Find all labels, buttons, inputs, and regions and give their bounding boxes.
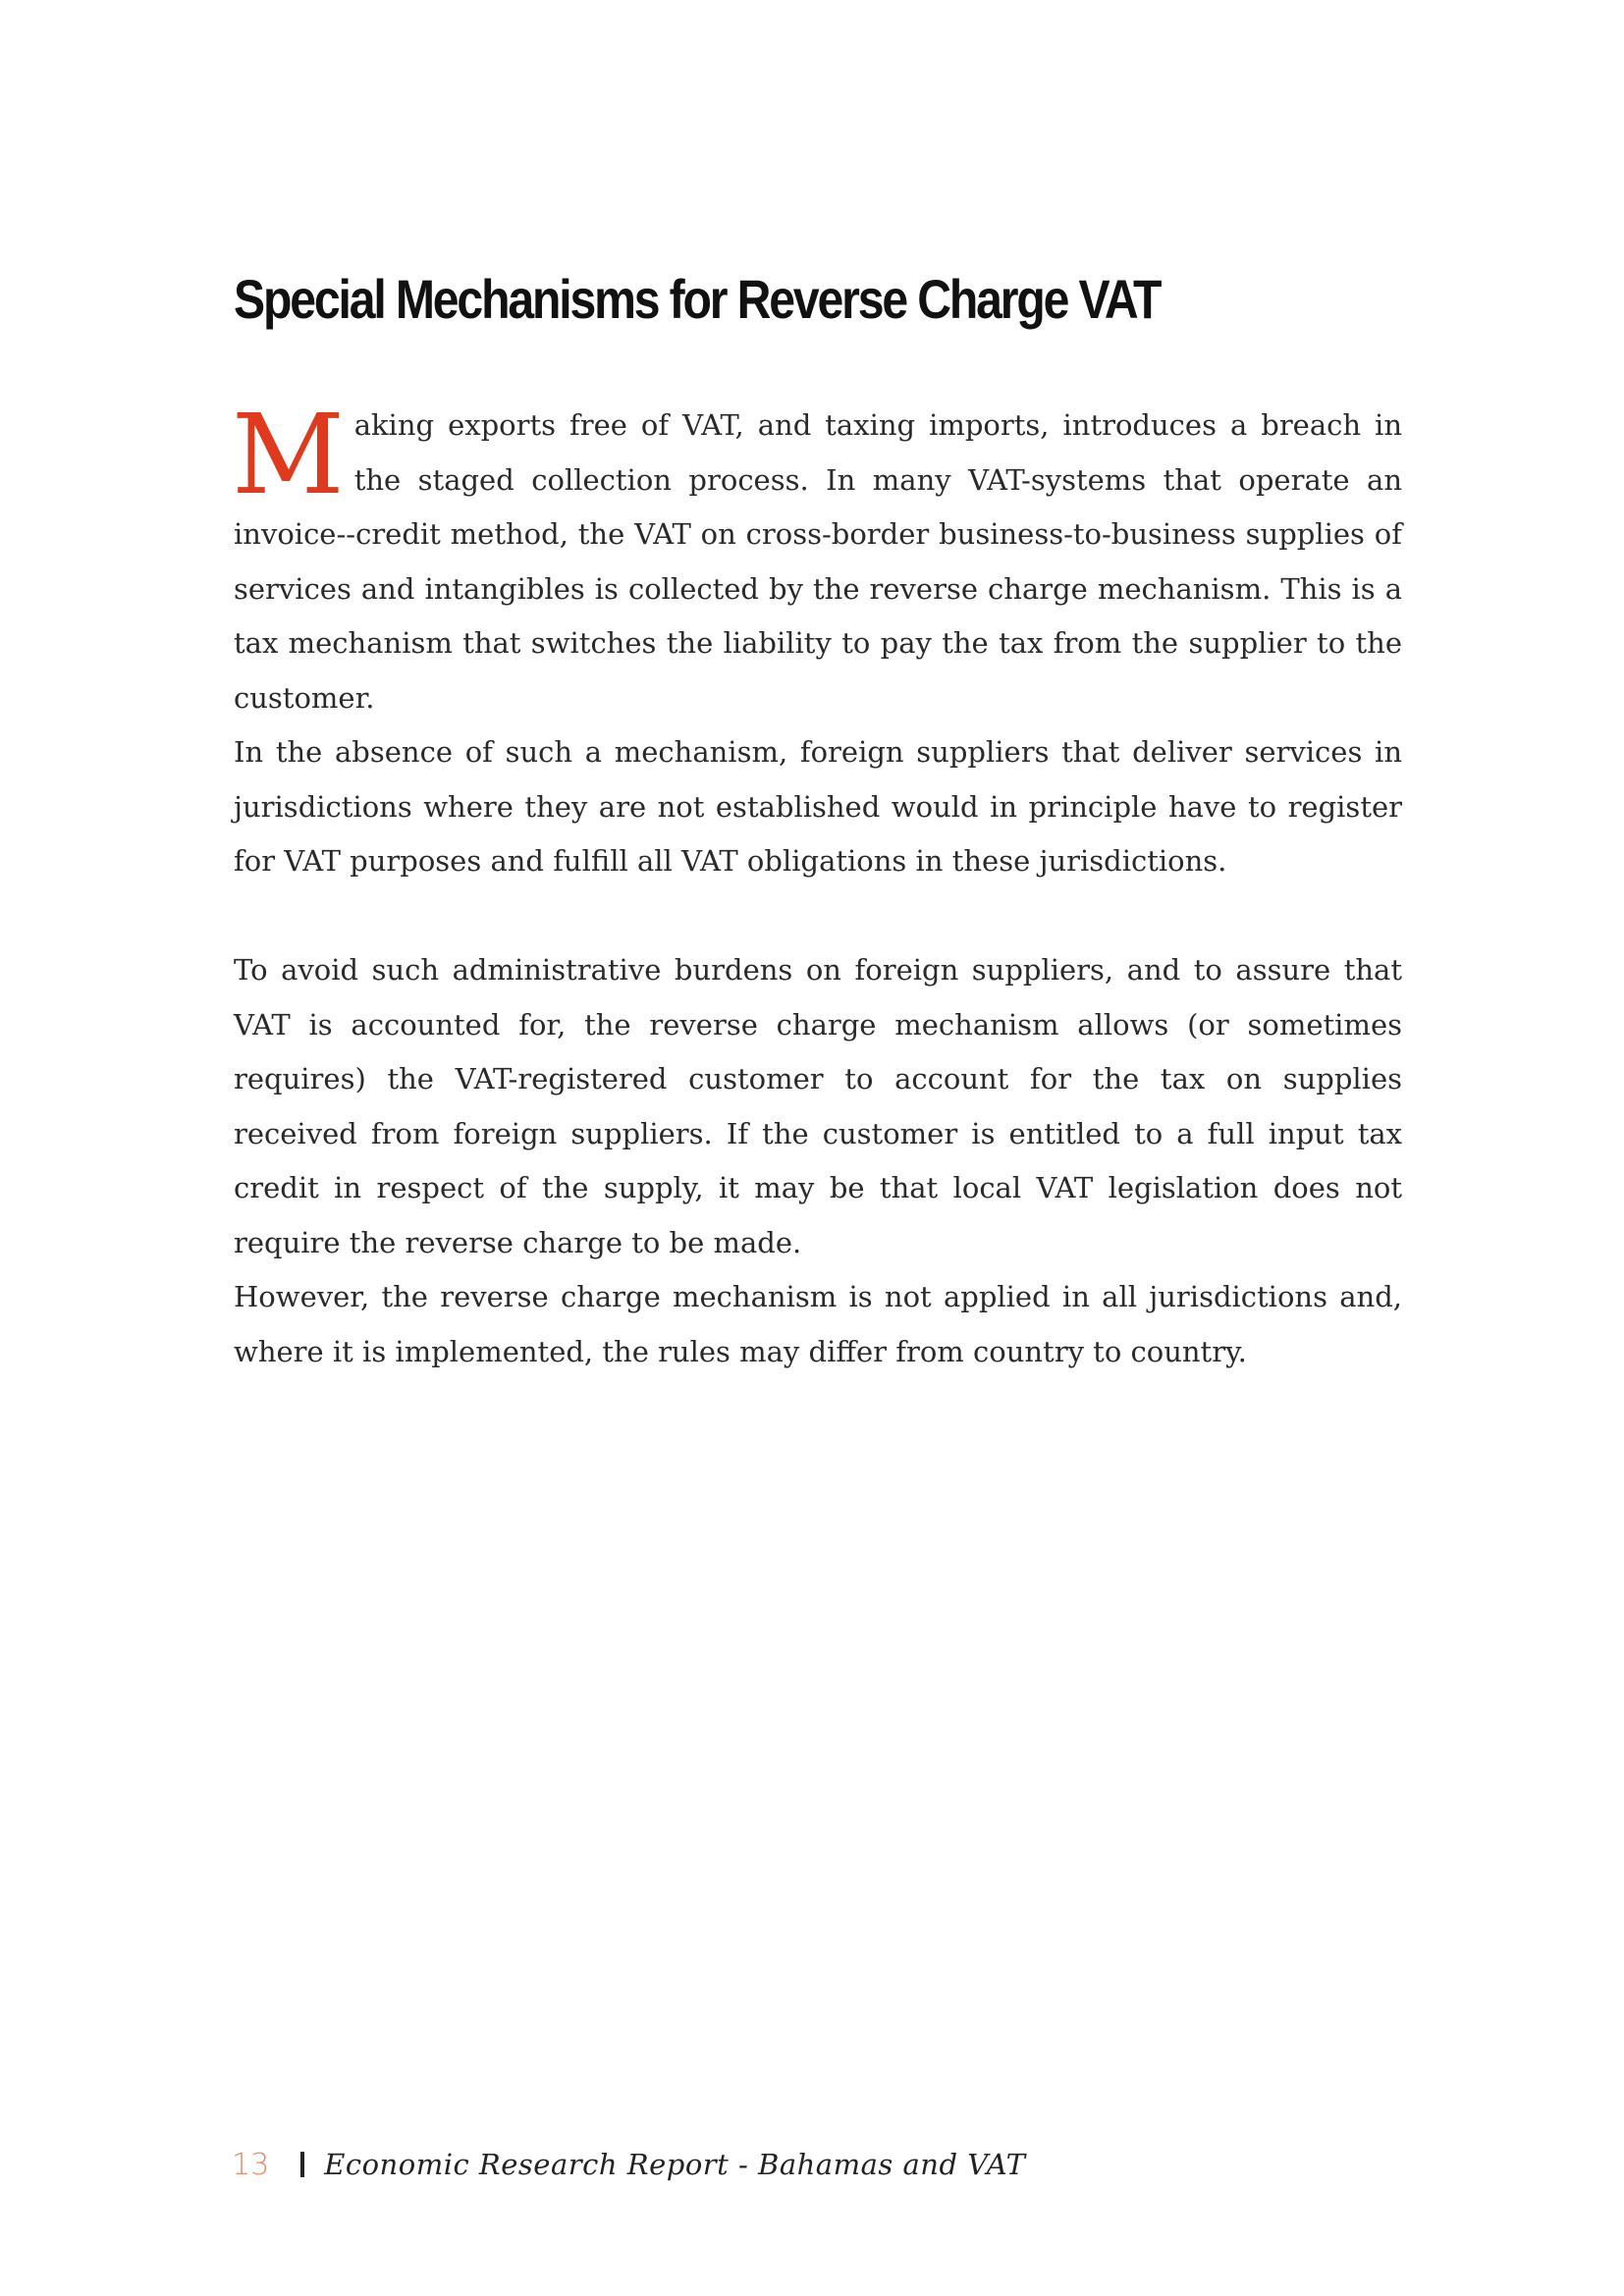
paragraph-1-text: aking exports free of VAT, and taxing imports, introduces a breach in the staged collection process. In many VAT-systems that operate an invoice--credit method, the VAT on cross-border business-to-business supplies of services and intangibles is collected by the reverse charge mechanism. This is a tax mechanism that switches the liability to pay the tax from the supplier to the customer.: [234, 408, 1402, 715]
footer-divider: [300, 2152, 304, 2177]
page-title: Special Mechanisms for Reverse Charge VAT: [234, 268, 1161, 330]
paragraph-3: To avoid such administrative burdens on foreign suppliers, and to assure that VAT is accounted for, the reverse charge mechanism allows (or sometimes requires) the VAT-registered customer to account for the tax on supplies received from foreign suppliers. If the customer is entitled to a full input tax credit in respect of the supply, it may be that local VAT legislation does not require the reverse charge to be made.: [234, 953, 1402, 1259]
paragraph-2: In the absence of such a mechanism, foreign suppliers that deliver services in jurisdictions where they are not established would in principle have to register for VAT purposes and fulfill all VAT obligations in these jurisdictions.: [234, 735, 1402, 878]
drop-cap: M: [232, 392, 345, 519]
report-title: Economic Research Report - Bahamas and VAT: [324, 2148, 1026, 2181]
page-number: 13: [232, 2147, 270, 2182]
paragraph-1: [232, 392, 1402, 725]
page-footer: [232, 2145, 1025, 2184]
paragraph-4: However, the reverse charge mechanism is not applied in all jurisdictions and, where it is implemented, the rules may differ from country to country.: [234, 1280, 1402, 1368]
